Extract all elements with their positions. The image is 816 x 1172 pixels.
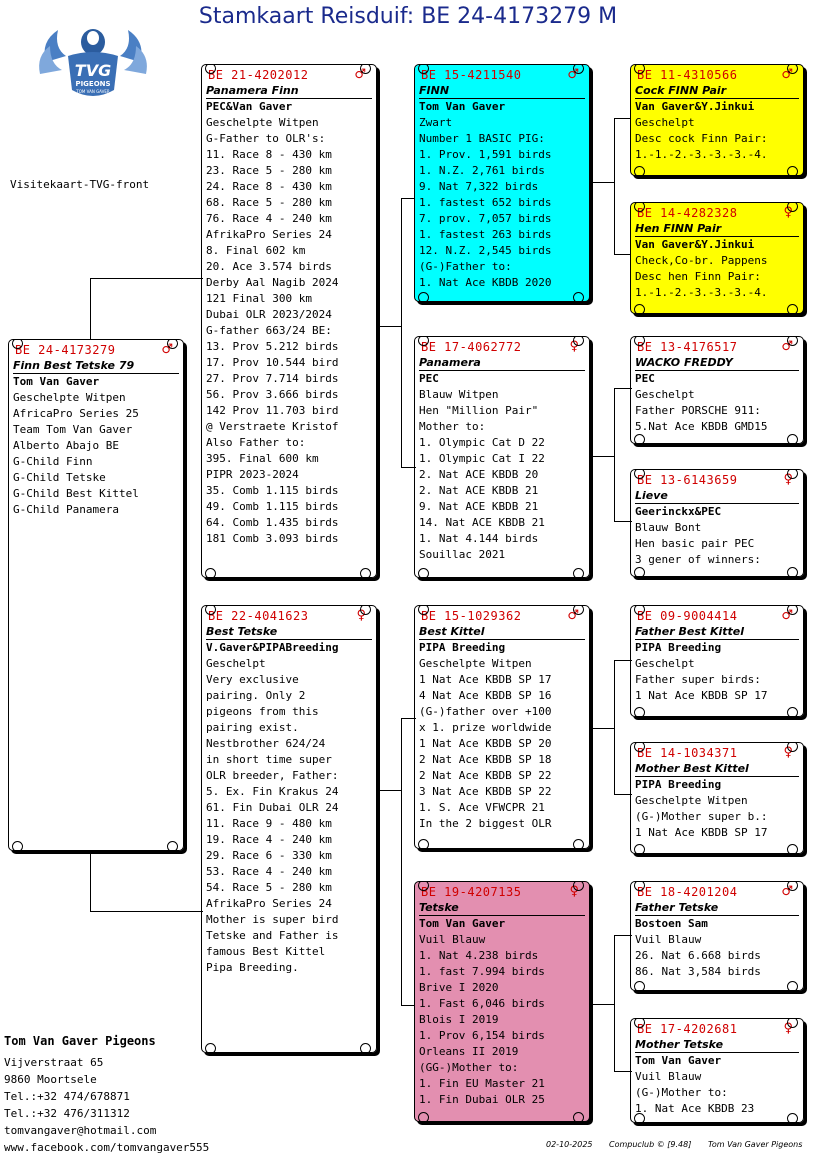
info-line: pairing. Only 2	[206, 689, 306, 702]
pigeon-name: Best Kittel	[419, 624, 585, 640]
pedigree-card-mm[interactable]	[414, 881, 590, 1122]
pedigree-card-fm[interactable]	[414, 336, 590, 578]
ring-number: BE 18-4201204	[637, 884, 738, 899]
info-line: (G-)father over +100	[419, 705, 552, 718]
info-line: Team Tom Van Gaver	[13, 423, 133, 436]
info-line: Geschelpte Witpen	[419, 657, 532, 670]
binder-ring-icon	[573, 1112, 584, 1122]
breeder-line: PIPA Breeding	[635, 778, 722, 791]
connector	[590, 728, 614, 729]
binder-ring-icon	[787, 304, 798, 314]
contact-block	[4, 1034, 209, 1156]
pigeon-name: Panamera Finn	[206, 83, 372, 99]
breeder-line: Van Gaver&Y.Jinkui	[635, 238, 755, 251]
card-header	[419, 607, 585, 624]
info-line: 24. Race 8 - 430 km	[206, 180, 332, 193]
breeder-line: Tom Van Gaver	[13, 375, 100, 388]
ring-number: BE 19-4207135	[421, 884, 522, 899]
card-header	[206, 607, 372, 624]
sex-icon: ♂	[781, 608, 793, 623]
connector	[90, 911, 203, 912]
info-line: 1. Nat 4.238 birds	[419, 949, 539, 962]
info-line: 1. Fast 6,046 birds	[419, 997, 545, 1010]
ring-number: BE 24-4173279	[15, 342, 116, 357]
info-line: 1 Nat Ace KBDB SP 17	[419, 673, 552, 686]
facebook-link[interactable]: www.facebook.com/tomvangaver555	[4, 1141, 210, 1154]
info-line: Geschelpte Witpen	[206, 116, 319, 129]
info-line: AfricaPro Series 25	[13, 407, 139, 420]
binder-ring-icon	[573, 292, 584, 302]
sex-icon: ♀	[783, 205, 793, 220]
info-line: Hen basic pair PEC	[635, 537, 755, 550]
svg-text:PIGEONS: PIGEONS	[75, 80, 111, 88]
breeder-line: PEC&Van Gaver	[206, 100, 293, 113]
info-line: 2. Nat ACE KBDB 20	[419, 468, 539, 481]
connector	[90, 853, 91, 911]
info-line: 1. Prov. 1,591 birds	[419, 148, 552, 161]
info-line: G-Child Best Kittel	[13, 487, 139, 500]
ring-number: BE 15-4211540	[421, 67, 522, 82]
info-line: 1 Nat Ace KBDB SP 20	[419, 737, 552, 750]
pigeon-name: WACKO FREDDY	[635, 355, 799, 371]
connector	[90, 278, 203, 279]
pedigree-card-mfm[interactable]	[630, 742, 804, 854]
info-line: Check,Co-br. Pappens	[635, 254, 768, 267]
info-line: 1.-1.-2.-3.-3.-3.-4.	[635, 148, 768, 161]
ring-number: BE 17-4062772	[421, 339, 522, 354]
breeder-line: PEC	[635, 372, 655, 385]
info-line: 1. fastest 652 birds	[419, 196, 552, 209]
info-line: Orleans II 2019	[419, 1045, 519, 1058]
info-line: (G-)Father to:	[419, 260, 512, 273]
info-line: 14. Nat ACE KBDB 21	[419, 516, 545, 529]
info-line: Geschelpt	[206, 657, 266, 670]
ring-number: BE 22-4041623	[208, 608, 309, 623]
binder-ring-icon	[787, 166, 798, 176]
card-header	[635, 1020, 799, 1037]
info-line: x 1. prize worldwide	[419, 721, 552, 734]
sex-icon: ♂	[567, 67, 579, 82]
owner-credit: Tom Van Gaver Pigeons	[708, 1140, 803, 1149]
program-credit: Compuclub © [9.48]	[609, 1140, 692, 1149]
info-line: Pipa Breeding.	[206, 961, 299, 974]
binder-ring-icon	[787, 567, 798, 577]
breeder-line: PIPA Breeding	[635, 641, 722, 654]
binder-ring-icon	[634, 304, 645, 314]
pigeon-name: Best Tetske	[206, 624, 372, 640]
info-line: 2 Nat Ace KBDB SP 18	[419, 753, 552, 766]
info-line: G-Child Tetske	[13, 471, 106, 484]
info-line: 1 Nat Ace KBDB SP 17	[635, 826, 768, 839]
card-header	[635, 471, 799, 488]
pigeon-name: Mother Best Kittel	[635, 761, 799, 777]
sex-icon: ♀	[783, 1021, 793, 1036]
info-line: Mother is super bird	[206, 913, 339, 926]
pedigree-card-mmf[interactable]	[630, 881, 804, 991]
info-line: Souillac 2021	[419, 548, 506, 561]
connector	[614, 660, 615, 795]
pedigree-card-fmm[interactable]	[630, 469, 804, 577]
info-line: 23. Race 5 - 280 km	[206, 164, 332, 177]
info-line: Brive I 2020	[419, 981, 499, 994]
pedigree-card-father[interactable]	[201, 64, 377, 578]
binder-ring-icon	[787, 844, 798, 854]
breeder-line: Bostoen Sam	[635, 917, 708, 930]
info-line: 8. Final 602 km	[206, 244, 306, 257]
page-title: Stamkaart Reisduif: BE 24-4173279 M	[198, 4, 618, 29]
pigeon-name: Finn Best Tetske 79	[13, 358, 179, 374]
info-line: 1. Fin Dubai OLR 25	[419, 1093, 545, 1106]
info-line: 1. Olympic Cat I 22	[419, 452, 545, 465]
ring-number: BE 11-4310566	[637, 67, 738, 82]
binder-ring-icon	[787, 434, 798, 444]
pedigree-card-mff[interactable]	[630, 605, 804, 717]
info-line: pigeons from this	[206, 705, 319, 718]
info-line: 26. Nat 6.668 birds	[635, 949, 761, 962]
phone-line: Tel.:+32 476/311312	[4, 1107, 130, 1120]
info-line: 19. Race 4 - 240 km	[206, 833, 332, 846]
info-line: Also Father to:	[206, 436, 306, 449]
info-line: G-Father to OLR's:	[206, 132, 326, 145]
info-line: 11. Race 9 - 480 km	[206, 817, 332, 830]
pigeon-name: Father Tetske	[635, 900, 799, 916]
sex-icon: ♂	[567, 608, 579, 623]
info-line: Tetske and Father is	[206, 929, 339, 942]
svg-text:TOM VAN GAVER: TOM VAN GAVER	[76, 89, 110, 94]
info-line: 395. Final 600 km	[206, 452, 319, 465]
info-line: 49. Comb 1.115 birds	[206, 500, 339, 513]
ring-number: BE 21-4202012	[208, 67, 309, 82]
ring-number: BE 13-6143659	[637, 472, 738, 487]
info-line: 3 gener of winners:	[635, 553, 761, 566]
binder-ring-icon	[418, 292, 429, 302]
breeder-line: Tom Van Gaver	[419, 100, 506, 113]
pedigree-card-ffm[interactable]	[630, 202, 804, 314]
binder-ring-icon	[634, 1113, 645, 1123]
binder-ring-icon	[787, 1113, 798, 1123]
info-line: 1. S. Ace VFWCPR 21	[419, 801, 545, 814]
address-line: 9860 Moortsele	[4, 1073, 97, 1086]
address-line: Vijverstraat 65	[4, 1056, 104, 1069]
info-line: Derby Aal Nagib 2024	[206, 276, 339, 289]
info-line: Blois I 2019	[419, 1013, 499, 1026]
card-header	[419, 338, 585, 355]
info-line: 181 Comb 3.093 birds	[206, 532, 339, 545]
ring-number: BE 13-4176517	[637, 339, 738, 354]
binder-ring-icon	[418, 1112, 429, 1122]
info-line: 29. Race 6 - 330 km	[206, 849, 332, 862]
binder-ring-icon	[418, 568, 429, 578]
pigeon-name: Panamera	[419, 355, 585, 371]
binder-ring-icon	[360, 568, 371, 578]
connector	[401, 718, 402, 1006]
info-line: AfrikaPro Series 24	[206, 228, 332, 241]
info-line: Dubai OLR 2023/2024	[206, 308, 332, 321]
info-line: 1. Nat Ace KBDB 23	[635, 1102, 755, 1115]
info-line: Blauw Bont	[635, 521, 702, 534]
info-line: 35. Comb 1.115 birds	[206, 484, 339, 497]
info-line: 1. Nat 4.144 birds	[419, 532, 539, 545]
pigeon-name: Lieve	[635, 488, 799, 504]
binder-ring-icon	[573, 568, 584, 578]
info-line: 4 Nat Ace KBDB SP 16	[419, 689, 552, 702]
pedigree-card-fff[interactable]	[630, 64, 804, 176]
info-line: Hen "Million Pair"	[419, 404, 539, 417]
info-line: Geschelpt	[635, 388, 695, 401]
pedigree-card-mf[interactable]	[414, 605, 590, 849]
phone-line: Tel.:+32 474/678871	[4, 1090, 130, 1103]
sex-icon: ♂	[161, 342, 173, 357]
info-line: 1. Olympic Cat D 22	[419, 436, 545, 449]
binder-ring-icon	[787, 707, 798, 717]
pigeon-name: FINN	[419, 83, 585, 99]
sex-icon: ♂	[781, 884, 793, 899]
info-line: 121 Final 300 km	[206, 292, 312, 305]
card-header	[635, 66, 799, 83]
info-line: 5.Nat Ace KBDB GMD15	[635, 420, 768, 433]
sex-icon: ♂	[781, 339, 793, 354]
info-line: Father PORSCHE 911:	[635, 404, 761, 417]
ring-number: BE 15-1029362	[421, 608, 522, 623]
connector	[401, 198, 402, 468]
pigeon-name: Hen FINN Pair	[635, 221, 799, 237]
breeder-line: Tom Van Gaver	[635, 1054, 722, 1067]
info-line: (G-)Mother to:	[635, 1086, 728, 1099]
info-line: 61. Fin Dubai OLR 24	[206, 801, 339, 814]
info-line: 1 Nat Ace KBDB SP 17	[635, 689, 768, 702]
info-line: 1. Fin EU Master 21	[419, 1077, 545, 1090]
info-line: 56. Prov 3.666 birds	[206, 388, 339, 401]
card-header	[635, 883, 799, 900]
binder-ring-icon	[573, 839, 584, 849]
breeder-line: Tom Van Gaver	[419, 917, 506, 930]
sex-icon: ♂	[354, 67, 366, 82]
ring-number: BE 14-4282328	[637, 205, 738, 220]
info-line: 20. Ace 3.574 birds	[206, 260, 332, 273]
binder-ring-icon	[787, 981, 798, 991]
info-line: Desc cock Finn Pair:	[635, 132, 768, 145]
info-line: In the 2 biggest OLR	[419, 817, 552, 830]
binder-ring-icon	[12, 841, 23, 851]
info-line: Zwart	[419, 116, 453, 129]
breeder-line: Van Gaver&Y.Jinkui	[635, 100, 755, 113]
connector	[377, 790, 401, 791]
info-line: Father super birds:	[635, 673, 761, 686]
binder-ring-icon	[634, 707, 645, 717]
info-line: Vuil Blauw	[635, 1070, 702, 1083]
info-line: famous Best Kittel	[206, 945, 326, 958]
info-line: 7. prov. 7,057 birds	[419, 212, 552, 225]
info-line: Number 1 BASIC PIG:	[419, 132, 545, 145]
info-line: 27. Prov 7.714 birds	[206, 372, 339, 385]
sex-icon: ♀	[569, 884, 579, 899]
info-line: Geschelpt	[635, 657, 695, 670]
info-line: Vuil Blauw	[635, 933, 702, 946]
info-line: 1. Nat Ace KBDB 2020	[419, 276, 552, 289]
pigeon-name: Father Best Kittel	[635, 624, 799, 640]
binder-ring-icon	[418, 839, 429, 849]
connector	[614, 935, 615, 1072]
binder-ring-icon	[634, 844, 645, 854]
pedigree-card-mother[interactable]	[201, 605, 377, 1053]
info-line: @ Verstraete Kristof	[206, 420, 339, 433]
info-line: 3 Nat Ace KBDB SP 22	[419, 785, 552, 798]
pigeon-name: Mother Tetske	[635, 1037, 799, 1053]
info-line: Geschelpt	[635, 116, 695, 129]
info-line: OLR breeder, Father:	[206, 769, 339, 782]
info-line: 1. Prov 6,154 birds	[419, 1029, 545, 1042]
info-line: 142 Prov 11.703 bird	[206, 404, 339, 417]
sex-icon: ♀	[783, 745, 793, 760]
tvg-pigeons-logo	[36, 22, 150, 104]
info-line: 54. Race 5 - 280 km	[206, 881, 332, 894]
binder-ring-icon	[634, 166, 645, 176]
info-line: 2 Nat Ace KBDB SP 22	[419, 769, 552, 782]
connector	[377, 326, 401, 327]
connector	[590, 456, 614, 457]
card-header	[13, 341, 179, 358]
caption: Visitekaart-TVG-front	[10, 178, 150, 191]
pigeon-name: Cock FINN Pair	[635, 83, 799, 99]
info-line: Vuil Blauw	[419, 933, 486, 946]
info-line: Nestbrother 624/24	[206, 737, 326, 750]
breeder-line: PEC	[419, 372, 439, 385]
info-line: 76. Race 4 - 240 km	[206, 212, 332, 225]
info-line: Geschelpte Witpen	[13, 391, 126, 404]
card-header	[419, 66, 585, 83]
info-line: 5. Ex. Fin Krakus 24	[206, 785, 339, 798]
ring-number: BE 17-4202681	[637, 1021, 738, 1036]
info-line: 68. Race 5 - 280 km	[206, 196, 332, 209]
svg-text:TVG: TVG	[74, 61, 112, 80]
info-line: AfrikaPro Series 24	[206, 897, 332, 910]
info-line: 1.-1.-2.-3.-3.-3.-4.	[635, 286, 768, 299]
info-line: 86. Nat 3,584 birds	[635, 965, 761, 978]
connector	[614, 388, 615, 522]
binder-ring-icon	[167, 841, 178, 851]
sex-icon: ♀	[783, 472, 793, 487]
info-line: 9. Nat 7,322 birds	[419, 180, 539, 193]
info-line: in short time super	[206, 753, 332, 766]
email-link[interactable]: tomvangaver@hotmail.com	[4, 1124, 157, 1137]
info-line: Very exclusive	[206, 673, 299, 686]
sex-icon: ♂	[781, 67, 793, 82]
connector	[590, 182, 614, 183]
ring-number: BE 14-1034371	[637, 745, 738, 760]
info-line: Mother to:	[419, 420, 486, 433]
info-line: 12. N.Z. 2,545 birds	[419, 244, 552, 257]
binder-ring-icon	[634, 567, 645, 577]
binder-ring-icon	[205, 568, 216, 578]
info-line: G-Child Panamera	[13, 503, 119, 516]
binder-ring-icon	[634, 981, 645, 991]
pigeon-name: Tetske	[419, 900, 585, 916]
card-header	[635, 744, 799, 761]
pedigree-card-fmf[interactable]	[630, 336, 804, 444]
info-line: G-father 663/24 BE:	[206, 324, 332, 337]
pedigree-card-ff[interactable]	[414, 64, 590, 302]
info-line: (G-)Mother super b.:	[635, 810, 768, 823]
info-line: (GG-)Mother to:	[419, 1061, 519, 1074]
card-header	[206, 66, 372, 83]
breeder-line: Geerinckx&PEC	[635, 505, 722, 518]
sex-icon: ♀	[356, 608, 366, 623]
breeder-line: PIPA Breeding	[419, 641, 506, 654]
ring-number: BE 09-9004414	[637, 608, 738, 623]
binder-ring-icon	[634, 434, 645, 444]
info-line: Alberto Abajo BE	[13, 439, 119, 452]
print-date: 02-10-2025	[546, 1140, 593, 1149]
card-header	[635, 338, 799, 355]
info-line: pairing exist.	[206, 721, 299, 734]
card-header	[419, 883, 585, 900]
info-line: Desc hen Finn Pair:	[635, 270, 761, 283]
connector	[614, 118, 615, 254]
info-line: PIPR 2023-2024	[206, 468, 299, 481]
info-line: Blauw Witpen	[419, 388, 499, 401]
info-line: 9. Nat ACE KBDB 21	[419, 500, 539, 513]
owner-heading: Tom Van Gaver Pigeons	[4, 1034, 156, 1048]
info-line: 1. fast 7.994 birds	[419, 965, 545, 978]
breeder-line: V.Gaver&PIPABreeding	[206, 641, 339, 654]
info-line: 2. Nat ACE KBDB 21	[419, 484, 539, 497]
card-header	[635, 204, 799, 221]
card-header	[635, 607, 799, 624]
pedigree-card-main[interactable]	[8, 339, 184, 851]
info-line: 64. Comb 1.435 birds	[206, 516, 339, 529]
info-line: 53. Race 4 - 240 km	[206, 865, 332, 878]
info-line: 11. Race 8 - 430 km	[206, 148, 332, 161]
info-line: 17. Prov 10.544 bird	[206, 356, 339, 369]
info-line: Geschelpte Witpen	[635, 794, 748, 807]
pedigree-card-mmm[interactable]	[630, 1018, 804, 1123]
info-line: 13. Prov 5.212 birds	[206, 340, 339, 353]
sex-icon: ♀	[569, 339, 579, 354]
connector	[590, 1004, 614, 1005]
info-line: 1. fastest 263 birds	[419, 228, 552, 241]
connector	[90, 278, 91, 340]
binder-ring-icon	[360, 1043, 371, 1053]
info-line: G-Child Finn	[13, 455, 93, 468]
info-line: 1. N.Z. 2,761 birds	[419, 164, 545, 177]
